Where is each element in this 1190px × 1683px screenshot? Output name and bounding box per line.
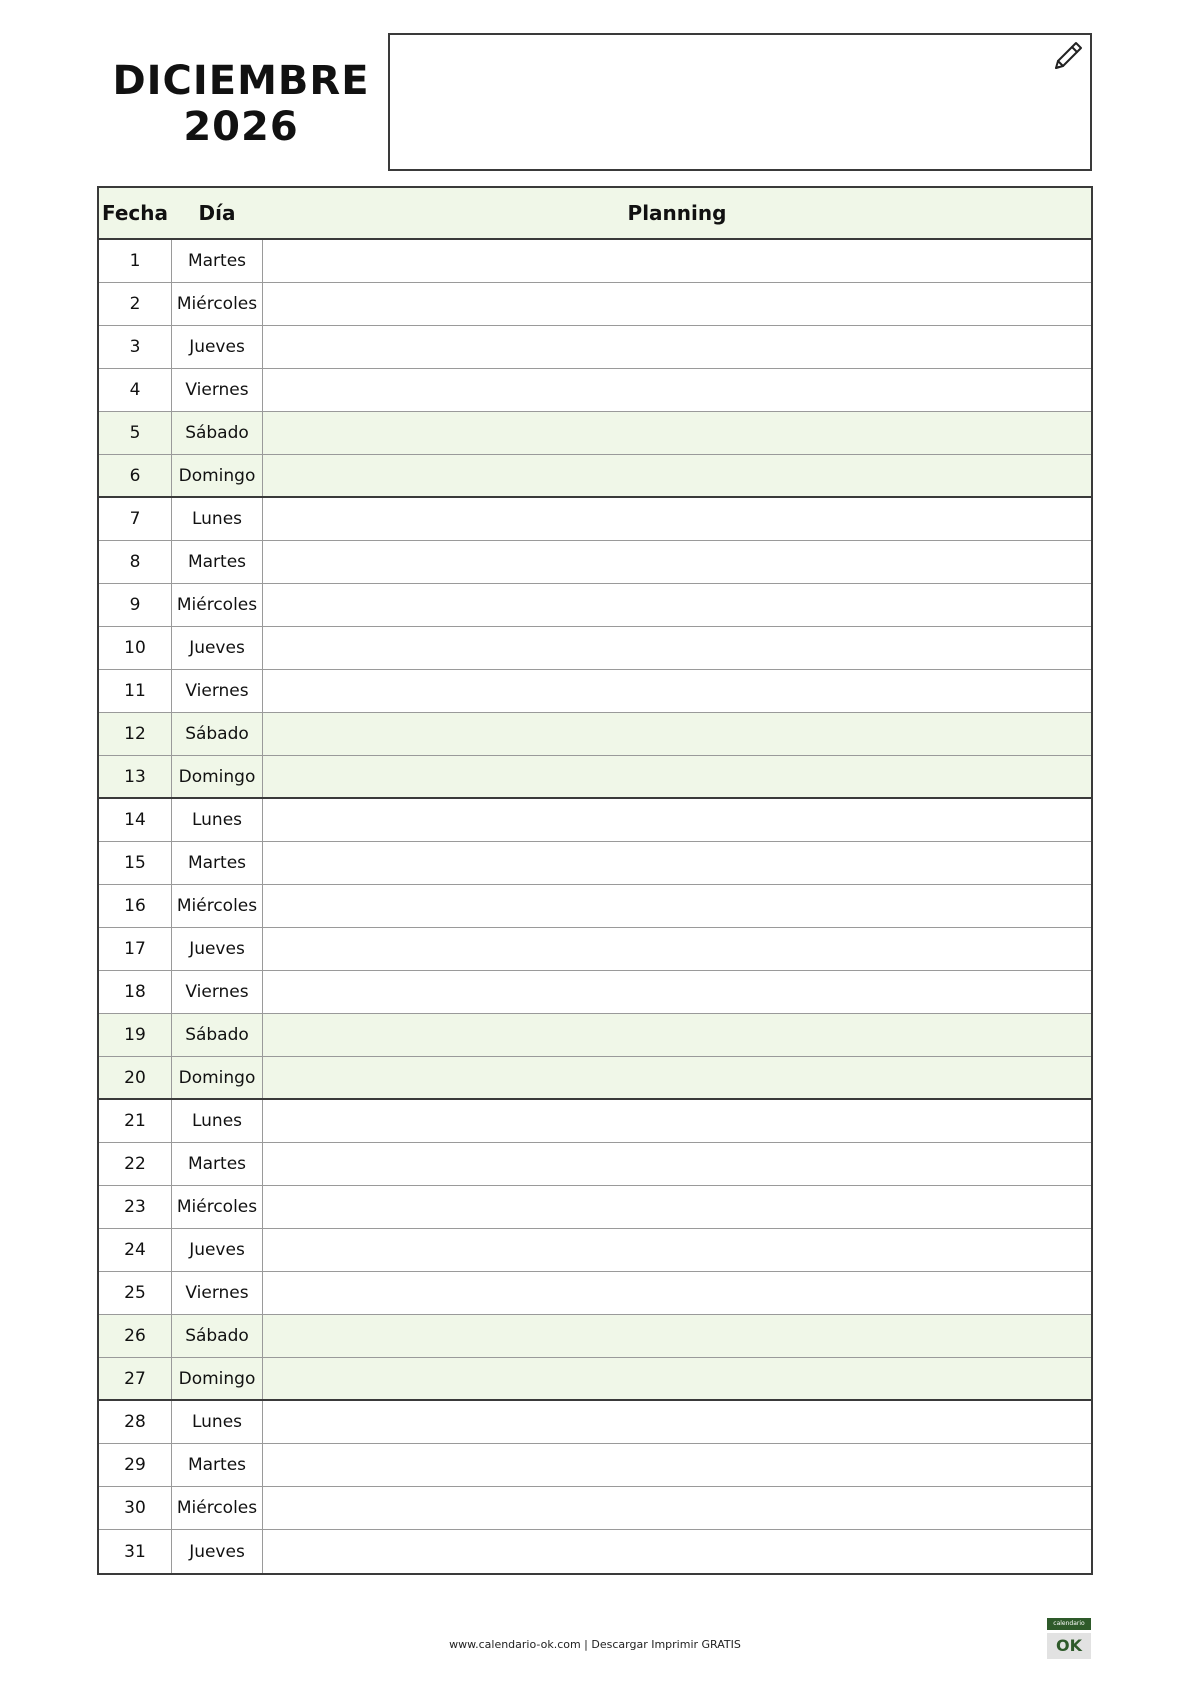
day-cell: Jueves xyxy=(172,326,263,368)
date-cell: 5 xyxy=(99,412,172,454)
day-cell: Lunes xyxy=(172,498,263,540)
day-cell: Miércoles xyxy=(172,885,263,927)
planning-cell[interactable] xyxy=(263,584,1091,626)
table-row xyxy=(99,240,1091,283)
table-row xyxy=(99,928,1091,971)
planning-cell[interactable] xyxy=(263,1487,1091,1529)
date-cell: 28 xyxy=(99,1401,172,1443)
table-row xyxy=(99,455,1091,498)
planning-cell[interactable] xyxy=(263,627,1091,669)
planning-cell[interactable] xyxy=(263,1530,1091,1573)
date-cell: 29 xyxy=(99,1444,172,1486)
table-header xyxy=(99,188,1091,240)
date-cell: 18 xyxy=(99,971,172,1013)
notes-box[interactable] xyxy=(388,33,1092,171)
date-cell: 24 xyxy=(99,1229,172,1271)
title-month: DICIEMBRE xyxy=(112,58,370,104)
planning-cell[interactable] xyxy=(263,541,1091,583)
date-cell: 23 xyxy=(99,1186,172,1228)
day-cell: Jueves xyxy=(172,627,263,669)
planning-cell[interactable] xyxy=(263,1014,1091,1056)
logo-top-text: calendario xyxy=(1047,1618,1091,1630)
date-cell: 21 xyxy=(99,1100,172,1142)
date-cell: 10 xyxy=(99,627,172,669)
header-planning: Planning xyxy=(627,201,727,225)
planning-cell[interactable] xyxy=(263,283,1091,325)
day-cell: Domingo xyxy=(172,756,263,797)
date-cell: 12 xyxy=(99,713,172,755)
table-row xyxy=(99,541,1091,584)
table-row xyxy=(99,885,1091,928)
table-row xyxy=(99,584,1091,627)
planning-cell[interactable] xyxy=(263,928,1091,970)
table-row xyxy=(99,1444,1091,1487)
planning-cell[interactable] xyxy=(263,498,1091,540)
table-row xyxy=(99,1530,1091,1573)
planning-cell[interactable] xyxy=(263,1358,1091,1399)
day-cell: Martes xyxy=(172,240,263,282)
table-row xyxy=(99,1487,1091,1530)
table-row xyxy=(99,1358,1091,1401)
date-cell: 20 xyxy=(99,1057,172,1098)
day-cell: Sábado xyxy=(172,713,263,755)
day-cell: Sábado xyxy=(172,1315,263,1357)
day-cell: Martes xyxy=(172,842,263,884)
day-cell: Miércoles xyxy=(172,1186,263,1228)
day-cell: Jueves xyxy=(172,1530,263,1573)
date-cell: 3 xyxy=(99,326,172,368)
date-cell: 17 xyxy=(99,928,172,970)
planning-cell[interactable] xyxy=(263,1444,1091,1486)
planning-cell[interactable] xyxy=(263,455,1091,496)
day-cell: Sábado xyxy=(172,1014,263,1056)
date-cell: 19 xyxy=(99,1014,172,1056)
planning-cell[interactable] xyxy=(263,885,1091,927)
day-cell: Miércoles xyxy=(172,283,263,325)
table-body xyxy=(99,240,1091,1573)
table-row xyxy=(99,842,1091,885)
table-row xyxy=(99,369,1091,412)
day-cell: Domingo xyxy=(172,1057,263,1098)
planning-cell[interactable] xyxy=(263,1186,1091,1228)
day-cell: Domingo xyxy=(172,1358,263,1399)
planning-cell[interactable] xyxy=(263,842,1091,884)
day-cell: Jueves xyxy=(172,1229,263,1271)
day-cell: Lunes xyxy=(172,1401,263,1443)
logo-bottom-text: OK xyxy=(1047,1633,1091,1659)
day-cell: Martes xyxy=(172,1444,263,1486)
planning-cell[interactable] xyxy=(263,1401,1091,1443)
day-cell: Miércoles xyxy=(172,584,263,626)
planning-table xyxy=(97,186,1093,1575)
footer-text: www.calendario-ok.com | Descargar Imprimir GRATIS xyxy=(449,1638,741,1651)
planning-cell[interactable] xyxy=(263,1143,1091,1185)
table-row xyxy=(99,1100,1091,1143)
date-cell: 22 xyxy=(99,1143,172,1185)
date-cell: 7 xyxy=(99,498,172,540)
table-row xyxy=(99,1229,1091,1272)
planning-cell[interactable] xyxy=(263,1272,1091,1314)
date-cell: 11 xyxy=(99,670,172,712)
date-cell: 8 xyxy=(99,541,172,583)
table-row xyxy=(99,326,1091,369)
table-row xyxy=(99,1057,1091,1100)
date-cell: 25 xyxy=(99,1272,172,1314)
table-row xyxy=(99,627,1091,670)
day-cell: Viernes xyxy=(172,369,263,411)
day-cell: Lunes xyxy=(172,1100,263,1142)
date-cell: 4 xyxy=(99,369,172,411)
planning-cell[interactable] xyxy=(263,971,1091,1013)
date-cell: 13 xyxy=(99,756,172,797)
planning-cell[interactable] xyxy=(263,713,1091,755)
table-row xyxy=(99,799,1091,842)
planning-cell[interactable] xyxy=(263,1315,1091,1357)
table-row xyxy=(99,1143,1091,1186)
day-cell: Miércoles xyxy=(172,1487,263,1529)
table-row xyxy=(99,670,1091,713)
table-row xyxy=(99,283,1091,326)
page-title xyxy=(112,58,370,150)
table-row xyxy=(99,1315,1091,1358)
date-cell: 31 xyxy=(99,1530,172,1573)
date-cell: 15 xyxy=(99,842,172,884)
table-row xyxy=(99,1272,1091,1315)
table-row xyxy=(99,713,1091,756)
day-cell: Lunes xyxy=(172,799,263,841)
date-cell: 1 xyxy=(99,240,172,282)
table-row xyxy=(99,498,1091,541)
title-year: 2026 xyxy=(183,104,299,150)
table-row xyxy=(99,1186,1091,1229)
planning-cell[interactable] xyxy=(263,369,1091,411)
date-cell: 27 xyxy=(99,1358,172,1399)
header-day: Día xyxy=(198,201,236,225)
day-cell: Martes xyxy=(172,541,263,583)
planning-cell[interactable] xyxy=(263,326,1091,368)
date-cell: 16 xyxy=(99,885,172,927)
planning-cell[interactable] xyxy=(263,1100,1091,1142)
day-cell: Jueves xyxy=(172,928,263,970)
day-cell: Viernes xyxy=(172,670,263,712)
date-cell: 14 xyxy=(99,799,172,841)
day-cell: Viernes xyxy=(172,1272,263,1314)
date-cell: 30 xyxy=(99,1487,172,1529)
day-cell: Sábado xyxy=(172,412,263,454)
planning-cell[interactable] xyxy=(263,799,1091,841)
table-row xyxy=(99,971,1091,1014)
table-row xyxy=(99,1401,1091,1444)
table-row xyxy=(99,756,1091,799)
planning-cell[interactable] xyxy=(263,412,1091,454)
date-cell: 26 xyxy=(99,1315,172,1357)
date-cell: 2 xyxy=(99,283,172,325)
day-cell: Viernes xyxy=(172,971,263,1013)
table-row xyxy=(99,1014,1091,1057)
pencil-icon xyxy=(1050,38,1086,74)
day-cell: Martes xyxy=(172,1143,263,1185)
date-cell: 6 xyxy=(99,455,172,496)
date-cell: 9 xyxy=(99,584,172,626)
planning-cell[interactable] xyxy=(263,670,1091,712)
header-date: Fecha xyxy=(101,201,168,225)
planning-cell[interactable] xyxy=(263,1229,1091,1271)
planning-cell[interactable] xyxy=(263,756,1091,797)
day-cell: Domingo xyxy=(172,455,263,496)
table-row xyxy=(99,412,1091,455)
planning-cell[interactable] xyxy=(263,1057,1091,1098)
planning-cell[interactable] xyxy=(263,240,1091,282)
brand-logo xyxy=(1047,1618,1091,1659)
